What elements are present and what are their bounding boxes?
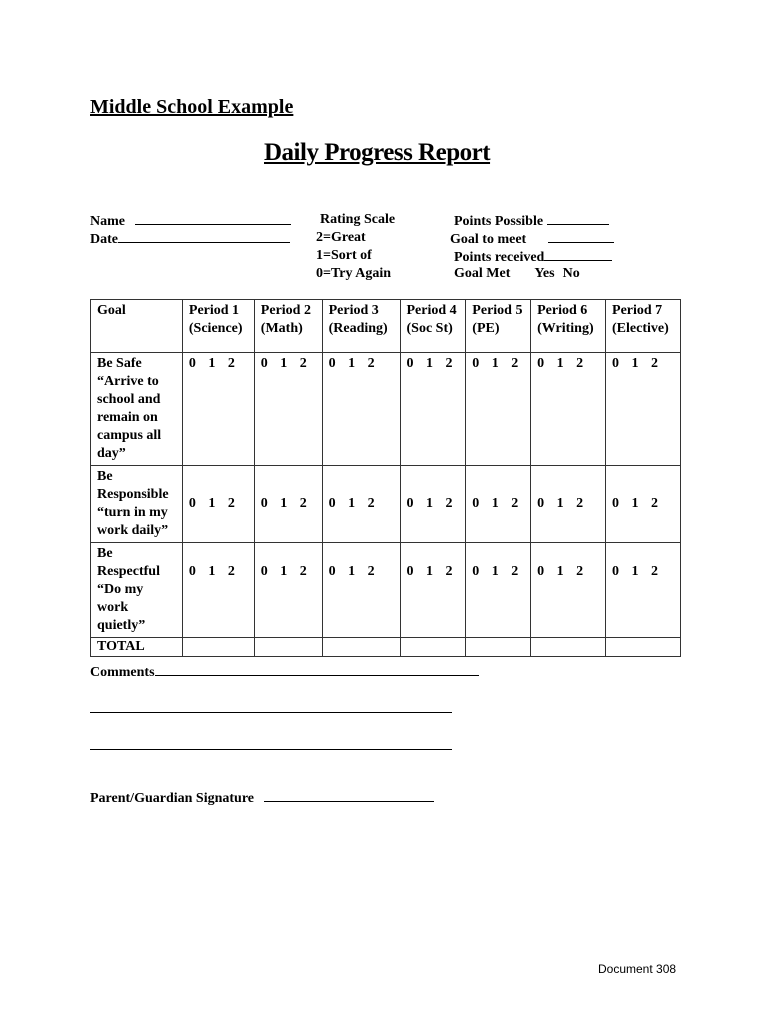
score-cell[interactable]: 0 1 2 [400,466,466,543]
score-cell[interactable]: 0 1 2 [182,543,254,638]
goal-to-meet-label: Goal to meet [450,232,527,247]
yes-option[interactable]: Yes [534,266,555,281]
document-number: Document 308 [598,962,677,976]
goal-met [454,266,580,282]
signature-field[interactable] [90,789,434,807]
score-cell[interactable]: 0 1 2 [400,353,466,466]
header-cell: Period 2 (Math) [254,300,322,353]
score-cell[interactable]: 0 1 2 [466,543,531,638]
score-cell[interactable]: 0 1 2 [531,543,606,638]
score-cell[interactable]: 0 1 2 [466,353,531,466]
header-cell: Period 5 (PE) [466,300,531,353]
score-cell[interactable]: 0 1 2 [400,543,466,638]
total-cell[interactable] [182,638,254,657]
score-cell[interactable]: 0 1 2 [466,466,531,543]
header-cell: Period 1 (Science) [182,300,254,353]
table-row [91,353,681,466]
heading: Middle School Example [90,96,294,118]
score-cell[interactable]: 0 1 2 [322,353,400,466]
signature-label: Parent/Guardian Signature [90,791,255,806]
goal-cell: Be Respectful “Do my work quietly” [91,543,183,638]
header-row [91,300,681,353]
header-cell: Period 6 (Writing) [531,300,606,353]
score-cell[interactable]: 0 1 2 [531,466,606,543]
score-cell[interactable]: 0 1 2 [254,466,322,543]
points-possible[interactable] [454,212,609,230]
score-cell[interactable]: 0 1 2 [531,353,606,466]
rating-scale-title: Rating Scale [320,212,396,227]
rating-item: 1=Sort of [316,248,372,263]
score-cell[interactable]: 0 1 2 [254,543,322,638]
score-cell[interactable]: 0 1 2 [606,353,681,466]
total-cell[interactable] [466,638,531,657]
total-cell[interactable] [400,638,466,657]
score-cell[interactable]: 0 1 2 [322,543,400,638]
comments-label: Comments [90,665,155,680]
score-cell[interactable]: 0 1 2 [606,466,681,543]
goal-met-label: Goal Met [454,266,511,281]
comments-line[interactable] [90,700,452,713]
table-row [91,466,681,543]
score-cell[interactable]: 0 1 2 [254,353,322,466]
points-received-label: Points received [454,250,545,265]
score-cell[interactable]: 0 1 2 [606,543,681,638]
header-cell: Goal [91,300,183,353]
goal-to-meet[interactable] [450,230,614,248]
progress-table [90,299,681,657]
total-cell[interactable] [322,638,400,657]
comments-line[interactable] [90,737,452,750]
total-cell[interactable] [531,638,606,657]
name-field[interactable] [90,212,291,230]
header-cell: Period 7 (Elective) [606,300,681,353]
goal-cell: Be Safe “Arrive to school and remain on campus all day” [91,353,183,466]
points-possible-label: Points Possible [454,214,544,229]
rating-item: 2=Great [316,230,366,245]
rating-item: 0=Try Again [316,266,392,281]
header-cell: Period 4 (Soc St) [400,300,466,353]
total-label: TOTAL [91,638,183,657]
total-row [91,638,681,657]
header-cell: Period 3 (Reading) [322,300,400,353]
comments-field[interactable] [90,663,479,681]
score-cell[interactable]: 0 1 2 [322,466,400,543]
goal-cell: Be Responsible “turn in my work daily” [91,466,183,543]
total-cell[interactable] [606,638,681,657]
name-label: Name [90,214,125,229]
score-cell[interactable]: 0 1 2 [182,353,254,466]
date-field[interactable] [90,230,290,248]
date-label: Date [90,232,118,247]
total-cell[interactable] [254,638,322,657]
no-option[interactable]: No [562,266,580,281]
points-received[interactable] [454,248,612,266]
score-cell[interactable]: 0 1 2 [182,466,254,543]
table-row [91,543,681,638]
page-title: Daily Progress Report [264,139,491,166]
